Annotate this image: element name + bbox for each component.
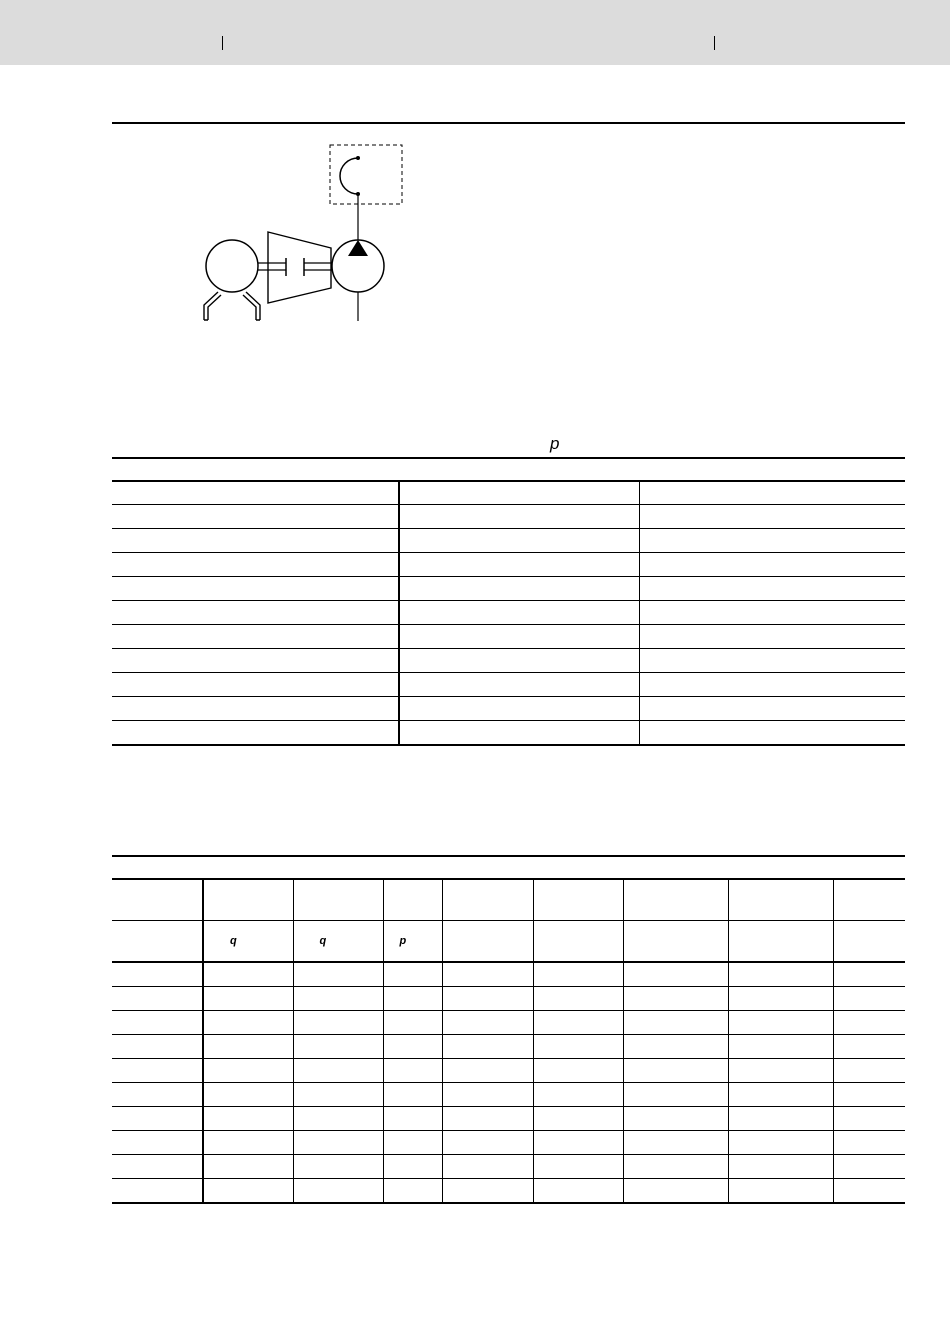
bellhousing	[268, 232, 331, 303]
table-row	[112, 721, 905, 746]
table-cell	[399, 505, 639, 529]
table-header-cell	[442, 879, 533, 921]
table-header-cell	[533, 921, 623, 963]
table-cell	[639, 625, 905, 649]
table-row	[112, 625, 905, 649]
table-header-cell	[112, 481, 399, 505]
table-cell	[639, 577, 905, 601]
table-cell	[399, 673, 639, 697]
table-header-cell	[639, 481, 905, 505]
table-row	[112, 987, 905, 1011]
table-cell	[639, 553, 905, 577]
table-cell	[112, 577, 399, 601]
table-row	[112, 1131, 905, 1155]
table-header-cell	[293, 879, 383, 921]
table-cell	[112, 505, 399, 529]
table-cell	[399, 721, 639, 746]
table-cell	[112, 649, 399, 673]
header-divider-left	[222, 36, 223, 50]
table-cell	[639, 697, 905, 721]
table-header-cell	[623, 921, 728, 963]
table-header-cell	[399, 481, 639, 505]
table-cell	[399, 697, 639, 721]
table-cell	[112, 625, 399, 649]
table-header-cell	[203, 879, 293, 921]
table-cell	[639, 529, 905, 553]
table-cell	[399, 553, 639, 577]
table-row	[112, 1011, 905, 1035]
table-row	[112, 1083, 905, 1107]
electric-motor	[206, 240, 258, 292]
table-cell	[112, 673, 399, 697]
table-row	[112, 962, 905, 987]
table-1	[112, 480, 905, 746]
table-row	[112, 1179, 905, 1204]
table-cell	[112, 553, 399, 577]
section-rule-top	[112, 122, 905, 124]
table-row	[112, 697, 905, 721]
table-cell	[112, 697, 399, 721]
table-cell	[112, 601, 399, 625]
table-cell	[399, 529, 639, 553]
table-row	[112, 1107, 905, 1131]
table-row	[112, 1155, 905, 1179]
table-header-cell	[112, 879, 203, 921]
table-header-row	[112, 921, 905, 963]
flow-symbol-q: q	[203, 921, 293, 963]
table-header-cell	[833, 879, 905, 921]
table-2	[112, 878, 905, 1204]
table-header-cell	[112, 921, 203, 963]
table-header-cell	[833, 921, 905, 963]
hydraulic-pump-motor-unit-icon	[190, 140, 410, 325]
table-cell	[639, 673, 905, 697]
table-row	[112, 553, 905, 577]
table-cell	[399, 601, 639, 625]
table1-rule-top	[112, 457, 905, 459]
table-header-cell	[533, 879, 623, 921]
table-cell	[399, 649, 639, 673]
table-cell	[399, 625, 639, 649]
table-header-cell	[623, 879, 728, 921]
table-row	[112, 673, 905, 697]
table-header-row	[112, 481, 905, 505]
table-header-cell	[728, 921, 833, 963]
table-header-row	[112, 879, 905, 921]
table-cell	[639, 505, 905, 529]
table-header-cell	[383, 879, 442, 921]
page-header-band	[0, 0, 950, 65]
table-row	[112, 577, 905, 601]
table-cell	[639, 601, 905, 625]
table-row	[112, 1035, 905, 1059]
table-cell	[639, 721, 905, 746]
table-cell	[639, 649, 905, 673]
table-cell	[399, 577, 639, 601]
table-row	[112, 649, 905, 673]
control-arc	[340, 158, 358, 194]
table-row	[112, 1059, 905, 1083]
table2-rule-top	[112, 855, 905, 857]
table-row	[112, 529, 905, 553]
table-cell	[112, 721, 399, 746]
header-divider-right	[714, 36, 715, 50]
motor-feet	[204, 292, 260, 320]
flow-symbol-q: q	[293, 921, 383, 963]
table-row	[112, 505, 905, 529]
table-header-cell	[728, 879, 833, 921]
table-cell	[112, 529, 399, 553]
pressure-symbol-p: p	[383, 921, 442, 963]
table1-pressure-symbol: p	[550, 434, 560, 453]
table-header-cell	[442, 921, 533, 963]
table-row	[112, 601, 905, 625]
